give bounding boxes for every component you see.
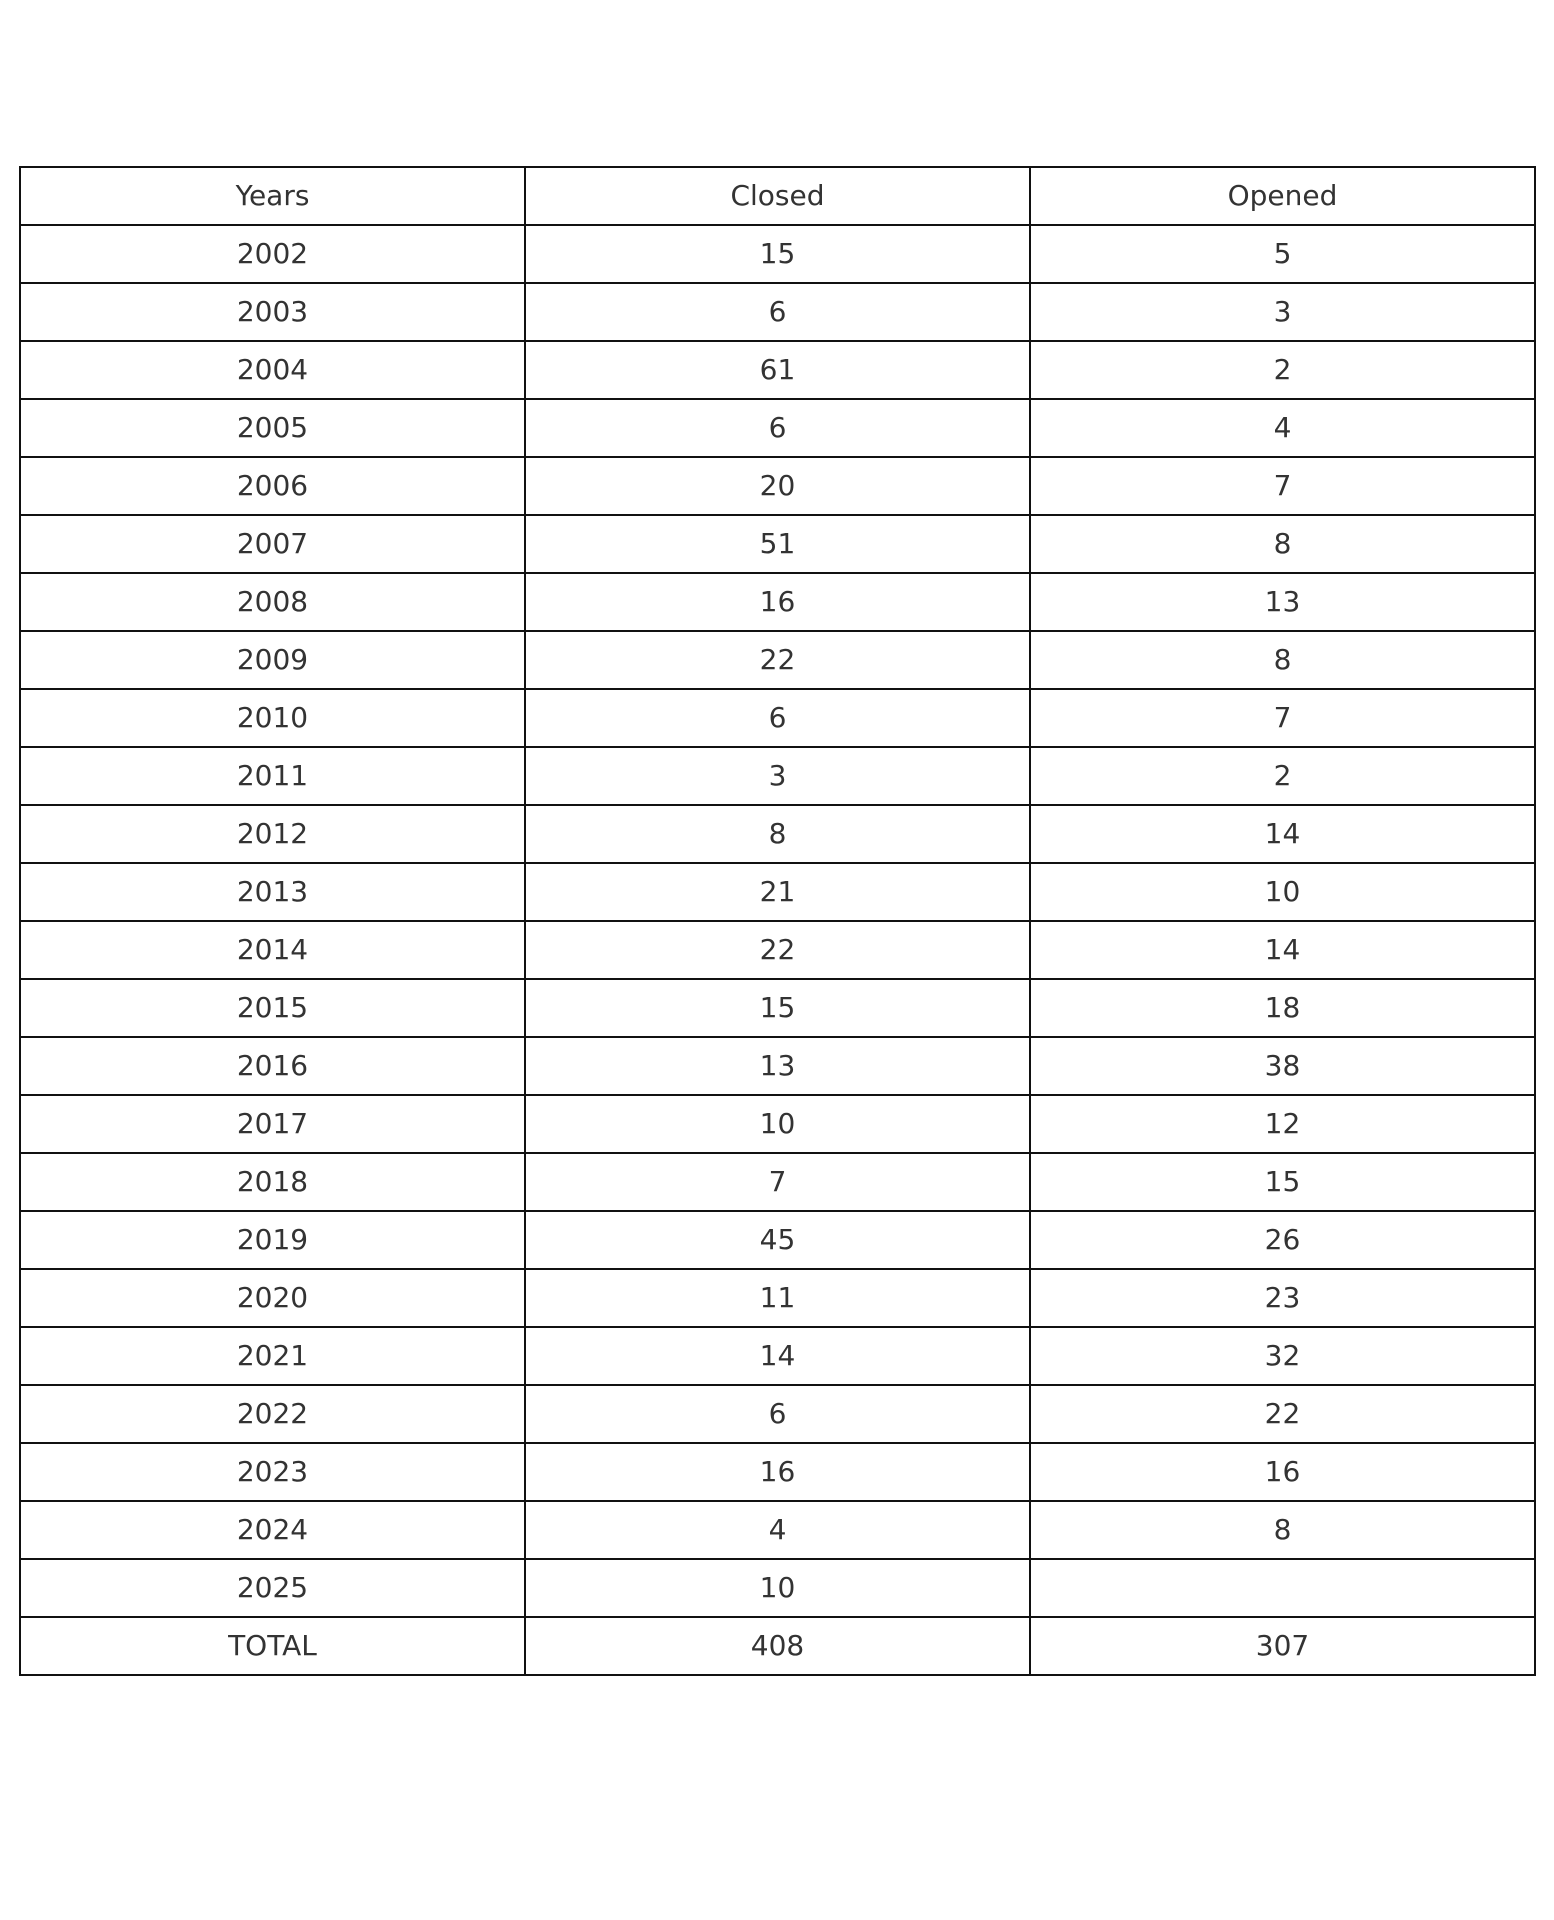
table-row bbox=[20, 1443, 1535, 1501]
total-label: TOTAL bbox=[20, 1617, 525, 1675]
cell-closed: 13 bbox=[525, 1037, 1030, 1095]
table-row bbox=[20, 399, 1535, 457]
cell-closed: 16 bbox=[525, 1443, 1030, 1501]
cell-year: 2011 bbox=[20, 747, 525, 805]
cell-year: 2013 bbox=[20, 863, 525, 921]
cell-year: 2015 bbox=[20, 979, 525, 1037]
table-row bbox=[20, 1211, 1535, 1269]
cell-closed: 7 bbox=[525, 1153, 1030, 1211]
table-row bbox=[20, 979, 1535, 1037]
cell-opened: 26 bbox=[1030, 1211, 1535, 1269]
cell-closed: 6 bbox=[525, 1385, 1030, 1443]
cell-opened: 14 bbox=[1030, 921, 1535, 979]
cell-opened: 3 bbox=[1030, 283, 1535, 341]
table-row bbox=[20, 515, 1535, 573]
cell-closed: 10 bbox=[525, 1095, 1030, 1153]
table-row bbox=[20, 1559, 1535, 1617]
cell-closed: 6 bbox=[525, 689, 1030, 747]
cell-opened: 8 bbox=[1030, 631, 1535, 689]
cell-closed: 15 bbox=[525, 979, 1030, 1037]
cell-opened: 13 bbox=[1030, 573, 1535, 631]
cell-closed: 6 bbox=[525, 399, 1030, 457]
table-row bbox=[20, 225, 1535, 283]
cell-closed: 15 bbox=[525, 225, 1030, 283]
cell-year: 2012 bbox=[20, 805, 525, 863]
table-row bbox=[20, 1385, 1535, 1443]
cell-year: 2004 bbox=[20, 341, 525, 399]
cell-year: 2017 bbox=[20, 1095, 525, 1153]
cell-opened: 2 bbox=[1030, 341, 1535, 399]
cell-closed: 14 bbox=[525, 1327, 1030, 1385]
cell-closed: 22 bbox=[525, 921, 1030, 979]
table-row bbox=[20, 1327, 1535, 1385]
cell-opened: 7 bbox=[1030, 457, 1535, 515]
cell-closed: 16 bbox=[525, 573, 1030, 631]
cell-year: 2003 bbox=[20, 283, 525, 341]
table-body bbox=[20, 167, 1535, 1675]
cell-closed: 51 bbox=[525, 515, 1030, 573]
cell-closed: 45 bbox=[525, 1211, 1030, 1269]
table-row bbox=[20, 1037, 1535, 1095]
cell-year: 2022 bbox=[20, 1385, 525, 1443]
cell-closed: 4 bbox=[525, 1501, 1030, 1559]
cell-year: 2023 bbox=[20, 1443, 525, 1501]
cell-opened: 38 bbox=[1030, 1037, 1535, 1095]
cell-closed: 61 bbox=[525, 341, 1030, 399]
cell-year: 2006 bbox=[20, 457, 525, 515]
cell-opened: 5 bbox=[1030, 225, 1535, 283]
cell-opened bbox=[1030, 1559, 1535, 1617]
table-row bbox=[20, 1269, 1535, 1327]
cell-year: 2024 bbox=[20, 1501, 525, 1559]
cell-opened: 12 bbox=[1030, 1095, 1535, 1153]
table-row bbox=[20, 341, 1535, 399]
cell-opened: 4 bbox=[1030, 399, 1535, 457]
table-row bbox=[20, 805, 1535, 863]
cell-year: 2021 bbox=[20, 1327, 525, 1385]
cell-opened: 18 bbox=[1030, 979, 1535, 1037]
cell-year: 2016 bbox=[20, 1037, 525, 1095]
total-opened: 307 bbox=[1030, 1617, 1535, 1675]
cell-closed: 21 bbox=[525, 863, 1030, 921]
data-table bbox=[19, 166, 1536, 1676]
table-row bbox=[20, 921, 1535, 979]
header-years: Years bbox=[20, 167, 525, 225]
table-row bbox=[20, 573, 1535, 631]
table-header-row bbox=[20, 167, 1535, 225]
cell-closed: 3 bbox=[525, 747, 1030, 805]
cell-opened: 22 bbox=[1030, 1385, 1535, 1443]
header-opened: Opened bbox=[1030, 167, 1535, 225]
cell-opened: 7 bbox=[1030, 689, 1535, 747]
cell-opened: 15 bbox=[1030, 1153, 1535, 1211]
cell-year: 2002 bbox=[20, 225, 525, 283]
cell-opened: 23 bbox=[1030, 1269, 1535, 1327]
cell-closed: 11 bbox=[525, 1269, 1030, 1327]
cell-opened: 16 bbox=[1030, 1443, 1535, 1501]
cell-opened: 8 bbox=[1030, 515, 1535, 573]
cell-year: 2010 bbox=[20, 689, 525, 747]
cell-closed: 8 bbox=[525, 805, 1030, 863]
header-closed: Closed bbox=[525, 167, 1030, 225]
cell-year: 2014 bbox=[20, 921, 525, 979]
table-row bbox=[20, 747, 1535, 805]
cell-opened: 2 bbox=[1030, 747, 1535, 805]
cell-closed: 20 bbox=[525, 457, 1030, 515]
table-total-row bbox=[20, 1617, 1535, 1675]
total-closed: 408 bbox=[525, 1617, 1030, 1675]
cell-opened: 14 bbox=[1030, 805, 1535, 863]
cell-opened: 32 bbox=[1030, 1327, 1535, 1385]
cell-year: 2025 bbox=[20, 1559, 525, 1617]
cell-opened: 8 bbox=[1030, 1501, 1535, 1559]
cell-year: 2008 bbox=[20, 573, 525, 631]
cell-closed: 10 bbox=[525, 1559, 1030, 1617]
cell-year: 2018 bbox=[20, 1153, 525, 1211]
table-row bbox=[20, 863, 1535, 921]
cell-year: 2020 bbox=[20, 1269, 525, 1327]
cell-year: 2019 bbox=[20, 1211, 525, 1269]
cell-closed: 6 bbox=[525, 283, 1030, 341]
cell-year: 2009 bbox=[20, 631, 525, 689]
table-row bbox=[20, 457, 1535, 515]
table-row bbox=[20, 1501, 1535, 1559]
table-row bbox=[20, 1153, 1535, 1211]
cell-year: 2005 bbox=[20, 399, 525, 457]
table-row bbox=[20, 689, 1535, 747]
cell-closed: 22 bbox=[525, 631, 1030, 689]
table-row bbox=[20, 1095, 1535, 1153]
table-row bbox=[20, 631, 1535, 689]
cell-year: 2007 bbox=[20, 515, 525, 573]
table-row bbox=[20, 283, 1535, 341]
cell-opened: 10 bbox=[1030, 863, 1535, 921]
